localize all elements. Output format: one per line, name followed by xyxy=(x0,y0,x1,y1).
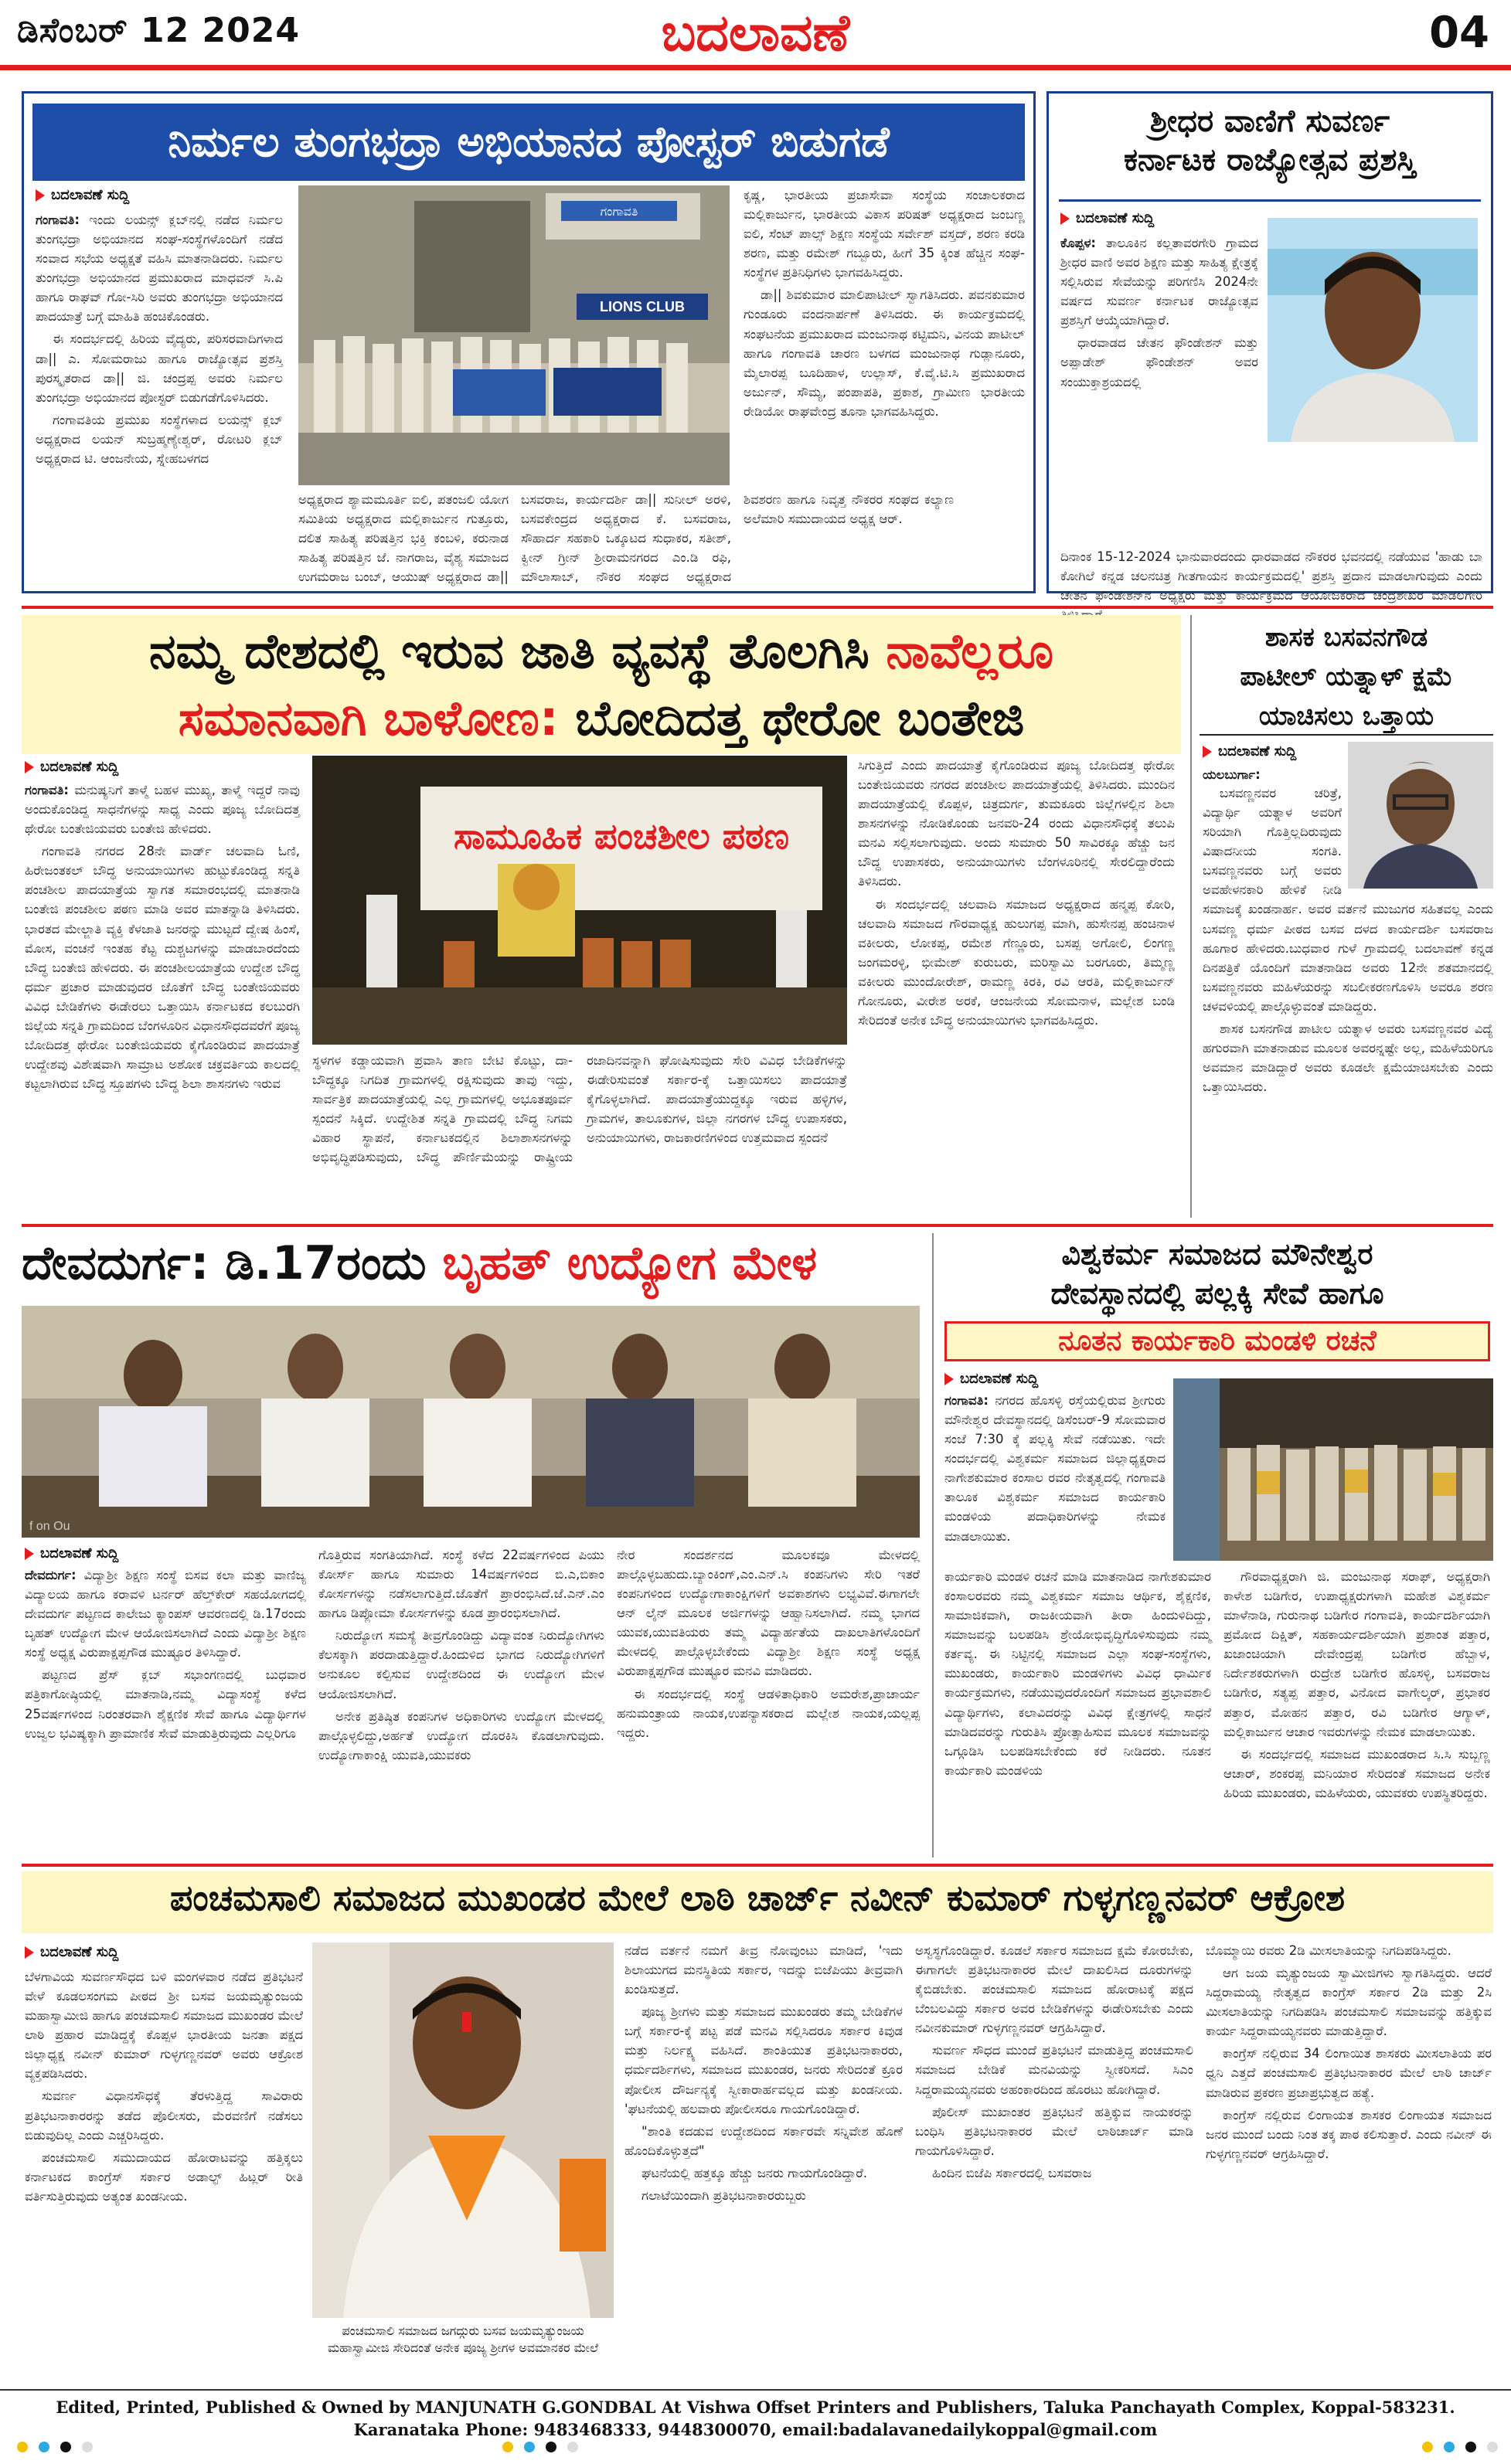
devadurga-col1 xyxy=(25,1565,306,1856)
dateline: ಗಂಗಾವತಿ: xyxy=(36,212,80,227)
paragraph: ನೇರ ಸಂದರ್ಶನದ ಮೂಲಕವೂ ಮೇಳದಲ್ಲಿ ಪಾಲ್ಗೊಳ್ಳಬಹುದು.ಬ್ಯಾಂಕಿಂಗ್,ಎಂ.ಎನ್.ಸಿ ಕಂಪನಿಗಳು ಸೇರಿ ಇತರೆ ಕಂಪನಿಗಳಿಂದ ಉದ್ಯೋಗಾಕಾಂಕ್ಷಿಗಳಿಗೆ ಅವಕಾಶಗಳು ಲಭ್ಯವಿವೆ.ಈಗಾಗಲೇ ಆನ್ ಲೈನ್ ಮೂಲಕ ಅರ್ಜಿಗಳನ್ನು ಆಹ್ವಾನಿಸಲಾಗಿದೆ. ನಮ್ಮ ಭಾಗದ ಯುವಕ,ಯುವತಿಯರು ತಮ್ಮ ವಿದ್ಯಾರ್ಹತೆಯ ದಾಖಲಾತಿಗಳೊಂದಿಗೆ ಮೇಳದಲ್ಲಿ ಪಾಲ್ಗೊಳ್ಳಬೇಕೆಂದು ವಿದ್ಯಾಶ್ರೀ ಶಿಕ್ಷಣ ಸಂಸ್ಥೆ ಅಧ್ಯಕ್ಷ ವಿರುಪಾಕ್ಷಪ್ಪಗೌಡ ಮುಷ್ಟೂರ ಮನವಿ ಮಾಡಿದರು. xyxy=(617,1548,920,1679)
photo-sreedhar-portrait xyxy=(1268,218,1478,442)
caste-under-photo xyxy=(312,1051,847,1210)
paragraph: ವಿದ್ಯಾಶ್ರೀ ಶಿಕ್ಷಣ ಸಂಸ್ಥೆ ಬಿಸವ ಕಲಾ ಮತ್ತು ವಾಣಿಜ್ಯ ವಿದ್ಯಾಲಯ ಹಾಗೂ ಕರಾವಳಿ ಟರ್ನರ್ ಹೆಲ್ತ್‌ಕೇರ್ ಸಹಯೋಗದಲ್ಲಿ ದೇವದುರ್ಗ ಪಟ್ಟಣದ ಕಾಲೇಜು ಕ್ಯಾಂಪಸ್ ಆವರಣದಲ್ಲಿ ಡಿ.17ರಂದು ಬೃಹತ್ ಉದ್ಯೋಗ ಮೇಳ ಆಯೋಜಿಸಲಾಗಿದೆ ಎಂದು ವಿದ್ಯಾಶ್ರೀ ಶಿಕ್ಷಣ ಸಂಸ್ಥೆ ಅಧ್ಯಕ್ಷ ವಿರುಪಾಕ್ಷಪ್ಪಗೌಡ ಮುಷ್ಟೂರ ತಿಳಿಸಿದ್ದಾರೆ. xyxy=(25,1568,306,1660)
paragraph: ನಿರುದ್ಯೋಗ ಸಮಸ್ಯೆ ತೀವ್ರಗೊಂಡಿದ್ದು ವಿದ್ಯಾವಂತ ನಿರುದ್ಯೋಗಿಗಳು ಕೆಲಸಕ್ಕಾಗಿ ಪರದಾಡುತ್ತಿದ್ದಾರೆ.ಹಿಂದುಳಿದ ಭಾಗದ ನಿರುದ್ಯೋಗಿಗಳಿಗೆ ಅನುಕೂಲ ಕಲ್ಪಿಸುವ ಉದ್ದೇಶದಿಂದ ಈ ಉದ್ಯೋಗ ಮೇಳ ಆಯೋಜಿಸಲಾಗಿದೆ. xyxy=(318,1628,604,1701)
headline-line: ಪಾಟೀಲ್ ಯತ್ನಾಳ್ ಕ್ಷಮೆ xyxy=(1240,661,1453,692)
headline-line: ನಮ್ಮ ದೇಶದಲ್ಲಿ ಇರುವ ಜಾತಿ ವ್ಯವಸ್ಥೆ ತೊಲಗಿಸಿ xyxy=(148,623,870,679)
paragraph: ಇಂದು ಲಯನ್ಸ್ ಕ್ಲಬ್‌ನಲ್ಲಿ ನಡೆದ ನಿರ್ಮಲ ತುಂಗಭದ್ರಾ ಅಭಿಯಾನದ ಸಂಘ-ಸಂಸ್ಥೆಗಳೊಂದಿಗೆ ನಡೆದ ಸಂವಾದ ಸಭೆಯ ಅಧ್ಯಕ್ಷತೆ ವಹಿಸಿ ಮಾತನಾಡಿದರು. ನಿರ್ಮಲ ತುಂಗಭದ್ರಾ ಅಭಿಯಾನದ ಪ್ರಮುಖರಾದ ಮಾಧವನ್ ಸಿ.ಪಿ ಹಾಗೂ ರಾಘವ್ ಗೋ-ಸಿರಿ ಅವರು ತುಂಗಭದ್ರಾ ಅಭಿಯಾನದ ಪಾದಯಾತ್ರೆ ಬಗ್ಗೆ ಮಾಹಿತಿ ಹಂಚಿಕೊಂಡರು. xyxy=(36,212,284,325)
masthead-rule xyxy=(0,65,1511,70)
paragraph: ಕಾಂಗ್ರೆಸ್ ನಲ್ಲಿರುವ 34 ಲಿಂಗಾಯಿತ ಶಾಸಕರು ಮೀಸಲಾತಿಯ ಪರ ಧ್ವನಿ ಎತ್ತದೆ ಪಂಚಮಸಾಲಿ ಪ್ರತಿಭಟನಾಕಾರರ ಮೇಲೆ ಲಾಠಿ ಚಾರ್ಜ್ ಮಾಡಿರುವ ಪ್ರಕರಣ ಪ್ರಜಾಪ್ರಭುತ್ವದ ಹತ್ಯೆ. xyxy=(1206,2046,1492,2100)
tungabhadra-under-photo xyxy=(298,490,954,587)
paragraph: ಗಂಗಾವತಿ ನಗರದ 28ನೇ ವಾರ್ಡ್ ಚಲವಾದಿ ಓಣಿ, ಹಿರೇಜಂತಕಲ್ ಬೌದ್ಧ ಅನುಯಾಯಿಗಳು ಹುಟ್ಟುಕೊಂಡಿದ್ದ ಸನ್ನತಿ ಪಂಚಶೀಲ ಪಾದಯಾತ್ರೆಯ ಸ್ವಾಗತ ಸಮಾರಂಭದಲ್ಲಿ ಮಾತನಾಡಿ ಬಂತೇಜಿ ಪಂಚಶೀಲ ಪಠಣ ಮಾಡಿ ಅವರ ಮಾತನ್ನಾಡಿ ತಿಳಿಸಿದರು. ಭಾರತದ ಮೇಲ್ಜಾತಿ ವ್ಯಕ್ತಿ ಕೆಳಜಾತಿ ಜನರನ್ನು ಮುಟ್ಟದೆ ದ್ವೇಷ ಹಿಂಸೆ, ಮೋಸ, ವಂಚನೆ ಇಂತಹ ಕೆಟ್ಟ ದುಶ್ಚಟಗಳನ್ನು ಮಾಡಬಾರದೆಂದು ಬೌದ್ಧ ಬಂತೇಜಿ ಹೇಳಿದರು. ಈ ಪಂಚಶೀಲಯಾತ್ರೆಯ ಉದ್ದೇಶ ಬೌದ್ಧ ಧರ್ಮ ಪ್ರಚಾರ ಮಾಡುವುದರ ಜೊತೆಗೆ ಬೌದ್ಧ ಬಂತೇಜಿಯವರು ವಿವಿಧ ಬೇಡಿಕೆಗಳು ಈಡೇರಲು ಒತ್ತಾಯಿಸಿ ಕರ್ನಾಟಕದ ಕಲಬುರಗಿ ಜಿಲ್ಲೆಯ ಸನ್ನತಿ ಗ್ರಾಮದಿಂದ ಬೆಂಗಳೂರಿನ ವಿಧಾನಸೌಧದವರೆಗೆ ಪೂಜ್ಯ ಬೋದಿದತ್ತ ಥೇರೋ ಬಂತೇಜಿಯವರು ಕೈಗೊಂಡಿರುವ ಪಾದಯಾತ್ರೆ ಉದ್ದೇಶವು ವಿಶೇಷವಾಗಿ ಸಾಮ್ರಾಟ ಅಶೋಕ ಚಕ್ರವರ್ತಿಯ ಕಾಲದಲ್ಲಿ ಕಟ್ಟಲಾಗಿರುವ ಬೌದ್ಧ ಸ್ತೂಪಗಳು ಬೌದ್ಧ ಶಿಲಾ ಶಾಸನಗಳು ಇರುವ xyxy=(25,844,300,1092)
section-rule xyxy=(22,1864,1493,1867)
headline-line: ವಿಶ್ವಕರ್ಮ ಸಮಾಜದ ಮೌನೇಶ್ವರ xyxy=(1061,1237,1373,1271)
headline-line: ಕರ್ನಾಟಕ ರಾಜ್ಯೋತ್ಸವ ಪ್ರಶಸ್ತಿ xyxy=(1123,142,1417,178)
dot-black xyxy=(60,2442,71,2452)
dot-cyan xyxy=(1444,2442,1455,2452)
headline-line: ಯಾಚಿಸಲು ಒತ್ತಾಯ xyxy=(1258,701,1434,732)
caste-col3 xyxy=(858,756,1175,1212)
headline-vishwakarma xyxy=(941,1235,1493,1314)
byline-marker-icon xyxy=(944,1373,954,1385)
divider xyxy=(1059,199,1481,202)
issue-date: ಡಿಸೆಂಬರ್ 12 2024 xyxy=(17,11,300,50)
headline-panchamasali: ಪಂಚಮಸಾಲಿ ಸಮಾಜದ ಮುಖಂಡರ ಮೇಲೆ ಲಾಠಿ ಚಾರ್ಜ್ ನವೀನ್ ಕುಮಾರ್ ಗುಳ್ಳಗಣ್ಣನವರ್ ಆಕ್ರೋಶ xyxy=(169,1877,1346,1919)
photo-vishwakarma-group xyxy=(1173,1378,1493,1561)
byline-text: ಬದಲಾವಣೆ ಸುದ್ದಿ xyxy=(960,1371,1039,1387)
dateline: ಗಂಗಾವತಿ: xyxy=(944,1393,989,1408)
byline-marker-icon xyxy=(36,189,45,202)
devadurga-col3 xyxy=(617,1545,920,1856)
sreedhar-text-2 xyxy=(1060,547,1482,603)
paragraph: ಅನೇಕ ಪ್ರತಿಷ್ಠಿತ ಕಂಪನಿಗಳ ಅಧಿಕಾರಿಗಳು ಉದ್ಯೋಗ ಮೇಳದಲ್ಲಿ ಪಾಲ್ಗೊಳ್ಳಲಿದ್ದು,ಅರ್ಹತೆ ಉದ್ಯೋಗ ದೊರಕಿಸಿ ಕೊಡಲಾಗುವುದು. ಉದ್ಯೋಗಾಕಾಂಕ್ಷಿ ಯುವತಿ,ಯುವಕರು xyxy=(318,1708,604,1762)
byline-text: ಬದಲಾವಣೆ ಸುದ್ದಿ xyxy=(40,1545,119,1562)
panchamasali-col3 xyxy=(624,1941,903,2383)
panchamasali-col5 xyxy=(1206,1941,1492,2383)
paragraph: ಸುವರ್ಣ ವಿಧಾನಸೌಧಕ್ಕೆ ತೆರಳುತ್ತಿದ್ದ ಸಾವಿರಾರು ಪ್ರತಿಭಟನಾಕಾರರನ್ನು ತಡೆದ ಪೊಲೀಸರು, ಮೆರವಣಿಗೆ ನಡೆಸಲು ಬಿಡುವುದಿಲ್ಲ ಎಂದು ಎಚ್ಚರಿಸಿದ್ದರು. xyxy=(25,2088,303,2143)
paragraph: ನಡೆದ ವರ್ತನೆ ನಮಗೆ ತೀವ್ರ ನೋವುಂಟು ಮಾಡಿದೆ, 'ಇದು ಶಿಲಾಯುಗದ ಮನಸ್ಥಿತಿಯ ಸರ್ಕಾರ, ಇದನ್ನು ಬಿಜೆಪಿಯು ತೀವ್ರವಾಗಿ ಖಂಡಿಸುತ್ತದೆ. xyxy=(624,1943,903,1997)
newspaper-title: ಬದಲಾವಣೆ xyxy=(661,3,850,63)
dateline: ಯಲಬುರ್ಗಾ: xyxy=(1203,767,1261,782)
panchamasali-col4 xyxy=(915,1941,1193,2383)
paragraph: ಪೂಜ್ಯ ಶ್ರೀಗಳು ಮತ್ತು ಸಮಾಜದ ಮುಖಂಡರು ತಮ್ಮ ಬೇಡಿಕೆಗಳ ಬಗ್ಗೆ ಸರ್ಕಾರ-ಕ್ಕೆ ಪಟ್ಟ ಪಡೆ ಮನವಿ ಸಲ್ಲಿಸಿದರೂ ಸರ್ಕಾರ ಕಿವುಡ ಮತ್ತು ನಿರ್ಲಕ್ಷ್ಯ ವಹಿಸಿದೆ. ಶಾಂತಿಯುತ ಪ್ರತಿಭಟನಾಕಾರರು, ಧರ್ಮದರ್ಶಿಗಳು, ಸಮಾಜದ ಮುಖಂಡರ, ಜನರು ಸೇರಿದಂತೆ ಕ್ರೂರ ಪೋಲೀಸ ದೌರ್ಜನ್ಯಕ್ಕೆ ಸ್ವೀಕಾರಾರ್ಹವಲ್ಲದ ಮತ್ತು ಖಂಡನೀಯ. 'ಘಟನೆಯಲ್ಲಿ ಹಲವಾರು ಪೋಲೀಸರೂ ಗಾಯಗೊಂಡಿದ್ದಾರೆ. xyxy=(624,2004,903,2116)
paragraph: ಸ್ಥಳಗಳ ಕಡ್ಡಾಯವಾಗಿ ಪ್ರವಾಸಿ ತಾಣ ಬೇಟಿ ಕೊಟ್ಟು, ದಾ-ಬೌದ್ಧಕ್ಕೂ ನಿಗದಿತ ಗ್ರಾಮಗಳಲ್ಲಿ ರಕ್ಷಿಸುವುದು ತಾವು ಇದ್ದು, ಸಾರ್ವತ್ರಿಕ ಪಾದಯಾತ್ರೆಯಲ್ಲಿ ಎಲ್ಲ ಗ್ರಾಮಗಳಲ್ಲಿ ಅಭೂತಪೂರ್ವ ಸ್ಪಂದನೆ ಸಿಕ್ಕಿದೆ. ಉದ್ದೇಶಿತ ಸನ್ನತಿ ಗ್ರಾಮದಲ್ಲಿ ಬೌದ್ಧ ನಿಗಮ ವಿಹಾರ ಸ್ಥಾಪನೆ, ಕರ್ನಾಟಕದಲ್ಲಿನ ಶಿಲಾಶಾಸನಗಳನ್ನು ಅಭಿವೃದ್ಧಿಪಡಿಸುವುದು, ಬೌದ್ಧ ಪೌರ್ಣಿಮೆಯನ್ನು ರಾಷ್ಟ್ರೀಯ ರಜಾದಿನವನ್ನಾಗಿ ಘೋಷಿಸುವುದು ಸೇರಿ ವಿವಿಧ ಬೇಡಿಕೆಗಳನ್ನು ಈಡೇರಿಸುವಂತೆ ಸರ್ಕಾರ-ಕ್ಕೆ ಒತ್ತಾಯಿಸಲು ಪಾದಯಾತ್ರೆ ಕೈಗೊಳ್ಳಲಾಗಿದೆ. ಪಾದಯಾತ್ರೆಯುದ್ದಕ್ಕೂ ಇರುವ ಹಳ್ಳಿಗಳ, ಗ್ರಾಮಗಳ, ತಾಲೂಕುಗಳ, ಜಿಲ್ಲಾ ನಗರಗಳ ಬೌದ್ಧ ಉಪಾಸಕರು, ಅನುಯಾಯಿಗಳು, ರಾಜಕಾರಣಿಗಳಿಂದ ಉತ್ತಮವಾದ ಸ್ಪಂದನೆ xyxy=(312,1053,847,1165)
imprint-line: Edited, Printed, Published & Owned by MANJUNATH G.GONDBAL At Vishwa Offset Printers and Publishers, Taluka Panchayath Complex, Koppal-583231. xyxy=(56,2398,1455,2417)
paragraph: ಬೊಮ್ಮಾಯಿ ರವರು 2ಡಿ ಮೀಸಲಾತಿಯನ್ನು ನಿಗದಿಪಡಿಸಿದ್ದರು. xyxy=(1206,1943,1451,1958)
photo-panchasheela-event xyxy=(312,756,847,1045)
vishwakarma-text-1 xyxy=(944,1391,1166,1592)
paragraph: ಡಾ|| ಶಿವಕುಮಾರ ಮಾಲಿಪಾಟೀಲ್ ಸ್ವಾಗತಿಸಿದರು. ಪವನಕುಮಾರ ಗುಂಡೂರು ವಂದನಾರ್ಪಣೆ ತಿಳಿಸಿದರು. ಈ ಕಾರ್ಯಕ್ರಮದಲ್ಲಿ ಸಂಘಟನೆಯ ಪ್ರಮುಖರಾದ ಮಂಜುನಾಥ ಕಟ್ಟಿಮನಿ, ವಿನಯ ಪಾಟೀಲ್ ಹಾಗೂ ಗಂಗಾವತಿ ಚಾರಣ ಬಳಗದ ಮಂಜುನಾಥ ಗುಡ್ಲಾನೂರು, ಮೈಲಾರಪ್ಪ ಬೂದಿಹಾಳ, ಉಲ್ಲಾಸ್, ಕೆ.ವೈ.ಟಿ.ಸಿ ಪ್ರಮುಖರಾದ ಅರ್ಜುನ್, ಸೌಮ್ಯ, ಪಂಪಾಪತಿ, ಪ್ರಕಾಶ, ಗ್ರಾಮೀಣ ಭಾರತೀಯ ರೇಡಿಯೋ ರಾಘವೇಂದ್ರ ತೂನಾ ಭಾಗವಹಿಸಿದ್ದರು. xyxy=(744,287,1025,419)
dot-black xyxy=(1465,2442,1476,2452)
section-rule xyxy=(22,606,1493,609)
paragraph: ಸಿಗುತ್ತಿದೆ ಎಂದು ಪಾದಯಾತ್ರೆ ಕೈಗೊಂಡಿರುವ ಪೂಜ್ಯ ಬೋದಿದತ್ತ ಥೇರೋ ಬಂತೇಜಿಯವರು ನಗರದ ಪಂಚಶೀಲ ಪಾದಯಾತ್ರೆಯಲ್ಲಿ ತಿಳಿಸಿದರು. ಮುಂದಿನ ಪಾದಯಾತ್ರೆಯಲ್ಲಿ ಕೊಪ್ಪಳ, ಚಿತ್ರದುರ್ಗ, ತುಮಕೂರು ಜಿಲ್ಲೆಗಳಲ್ಲಿನ ಶಿಲಾ ಶಾಸನಗಳನ್ನು ನೋಡಿಕೊಂಡು ಜನವರಿ-24 ರಂದು ವಿಧಾನಸೌಧಕ್ಕೆ ತಲುಪಿ ಮನವಿ ಸಲ್ಲಿಸಲಾಗುವುದು. ಅಂದು ಸುಮಾರು 50 ಸಾವಿರಕ್ಕೂ ಹೆಚ್ಚು ಜನ ಬೌದ್ಧ ಉಪಾಸಕರು, ಅನುಯಾಯಿಗಳು ಬೆಂಗಳೂರಿನಲ್ಲಿ ಸೇರಲಿದ್ದಾರೆಂದು ತಿಳಿಸಿದರು. xyxy=(858,758,1175,889)
headline-line: ಶ್ರೀಧರ ವಾಣಿಗೆ ಸುವರ್ಣ xyxy=(1149,104,1390,139)
byline xyxy=(1203,743,1296,760)
byline-marker-icon xyxy=(1060,212,1070,225)
paragraph: ಕೃಷ್ಣ, ಭಾರತೀಯ ಪ್ರಜಾಸೇವಾ ಸಂಸ್ಥೆಯ ಸಂಚಾಲಕರಾದ ಮಲ್ಲಿಕಾರ್ಜುನ, ಭಾರತೀಯ ವಿಕಾಸ ಪರಿಷತ್ ಅಧ್ಯಕ್ಷರಾದ ಜಂಬಣ್ಣ ಐಲಿ, ಸೆಂಟ್ ಪಾಲ್ಸ್ ಶಿಕ್ಷಣ ಸಂಸ್ಥೆಯ ಸರ್ವೇಶ್ ವಸ್ತದ್, ಶರಣ ಕರಡಿ ಶರಣ, ಮತ್ತು ರಮೇಶ್ ಗಬ್ಬೂರು, ಹೀಗೆ 35 ಕ್ಕಿಂತ ಹೆಚ್ಚಿನ ಸಂಘ-ಸಂಸ್ಥೆಗಳ ಪ್ರತಿನಿಧಿಗಳು ಭಾಗವಹಿಸಿದ್ದರು. xyxy=(744,188,1025,280)
section-rule xyxy=(22,1224,1493,1227)
byline-marker-icon xyxy=(1203,746,1212,758)
byline-text: ಬದಲಾವಣೆ ಸುದ್ದಿ xyxy=(1218,743,1297,760)
imprint-line: Karanataka Phone: 9483468333, 9448300070, email:badalavanedailykoppal@gmail.com xyxy=(353,2420,1158,2440)
registration-dots-right xyxy=(1422,2442,1498,2459)
byline xyxy=(36,187,129,203)
panchamasali-col1 xyxy=(25,1967,303,2383)
dot-cyan xyxy=(39,2442,49,2452)
photo-naveen-kumar xyxy=(312,1942,614,2318)
headline-highlight: ನಾವೆಲ್ಲರೂ xyxy=(886,623,1053,679)
tungabhadra-col3 xyxy=(744,185,1025,587)
paragraph: ಪಂಚಮಸಾಲಿ ಸಮುದಾಯದ ಹೋರಾಟವನ್ನು ಹತ್ತಿಕ್ಕಲು ಕರ್ನಾಟಕದ ಕಾಂಗ್ರೆಸ್ ಸರ್ಕಾರ ಅಡಾಲ್ಫ್ ಹಿಟ್ಲರ್ ರೀತಿ ವರ್ತಿಸುತ್ತಿರುವುದು ಅತ್ಯಂತ ಖಂಡನೀಯ. xyxy=(25,2150,303,2204)
headline-line: ದೇವದುರ್ಗ: ಡಿ.17ರಂದು xyxy=(22,1236,427,1290)
headline-highlight: ಸಮಾನವಾಗಿ ಬಾಳೋಣ: xyxy=(178,689,559,746)
tungabhadra-col1 xyxy=(36,210,283,581)
photo-board-text: ಗಂಗಾವತಿ xyxy=(600,206,638,219)
page-number: 04 xyxy=(1429,8,1489,58)
vishwakarma-text-2 xyxy=(944,1567,1490,1857)
paragraph: ಧಾರವಾಡದ ಚೇತನ ಫೌಂಡೇಶನ್ ಮತ್ತು ಅಪ್ಪಾಡೇಶ್ ಫೌಂಡೇಶನ್ ಅವರ ಸಂಯುಕ್ತಾಶ್ರಯದಲ್ಲಿ xyxy=(1060,335,1258,389)
event-banner-text: ಸಾಮೂಹಿಕ ಪಂಚಶೀಲ ಪಠಣ xyxy=(453,815,790,857)
headline-highlight: ಬೃಹತ್ ಉದ್ಯೋಗ ಮೇಳ xyxy=(442,1236,817,1290)
byline xyxy=(1060,210,1154,226)
byline-text: ಬದಲಾವಣೆ ಸುದ್ದಿ xyxy=(40,1944,119,1960)
paragraph: ಈ ಸಂದರ್ಭದಲ್ಲಿ ಸಂಸ್ಥೆ ಆಡಳಿತಾಧಿಕಾರಿ ಅಮರೇಶ,ಪ್ರಾಚಾರ್ಯ ಹನುಮಂತ್ರಾಯ ನಾಯಕ,ಉಪನ್ಯಾಸಕರಾದ ಮಲ್ಲೇಶ ನಾಯಕ,ಯಲ್ಲಪ್ಪ ಇದ್ದರು. xyxy=(617,1686,920,1740)
dot-yellow xyxy=(1422,2442,1433,2452)
byline-text: ಬದಲಾವಣೆ ಸುದ್ದಿ xyxy=(1076,210,1155,226)
registration-dots-left xyxy=(17,2442,93,2459)
dateline: ಕೊಪ್ಪಳ: xyxy=(1060,236,1097,250)
byline-marker-icon xyxy=(25,1946,34,1959)
paragraph: ಗೊತ್ತಿರುವ ಸಂಗತಿಯಾಗಿದೆ. ಸಂಸ್ಥೆ ಕಳೆದ 22ವರ್ಷಗಳಿಂದ ಪಿಯು ಕೋರ್ಸ್ ಹಾಗೂ ಸುಮಾರು 14ವರ್ಷಗಳಿಂದ ಬಿ.ಎ,ಬಿಕಾಂ ಕೋರ್ಸಗಳನ್ನು ನಡೆಸಲಾಗುತ್ತಿದೆ.ಜೊತೆಗೆ ಪ್ರಾರಂಭಿಸಿದೆ.ಜೆ.ಎನ್.ಎಂ ಹಾಗೂ ಡಿಪ್ಲೋಮಾ ಕೋರ್ಸಗಳನ್ನು ಕೂಡ ಪ್ರಾರಂಭಿಸಲಾಗಿದೆ. xyxy=(318,1548,604,1621)
paragraph: ಗಂಗಾವತಿಯ ಪ್ರಮುಖ ಸಂಸ್ಥೆಗಳಾದ ಲಯನ್ಸ್ ಕ್ಲಬ್ ಅಧ್ಯಕ್ಷರಾದ ಲಯನ್ ಸುಬ್ರಹ್ಮಣ್ಯೇಶ್ವರ್, ರೋಟರಿ ಕ್ಲಬ್ ಅಧ್ಯಕ್ಷರಾದ ಟಿ. ಆಂಜನೇಯ, ಸ್ನೇಹಬಳಗದ xyxy=(36,412,283,466)
photo-press-meet xyxy=(22,1306,920,1538)
basanagouda-text xyxy=(1203,783,1493,1205)
sreedhar-text xyxy=(1060,233,1258,542)
dateline: ಗಂಗಾವತಿ: xyxy=(25,783,69,797)
photo-spacer xyxy=(1342,783,1493,899)
paragraph: "ಶಾಂತಿ ಕದಡುವ ಉದ್ದೇಶದಿಂದ ಸರ್ಕಾರವೇ ಸನ್ನಿವೇಶ ಹೊಣೆ ಹೊಂದಿಕೊಳ್ಳುತ್ತದೆ" xyxy=(624,2123,903,2158)
headline-devadurga xyxy=(22,1233,934,1293)
paragraph: ಬೆಳಗಾವಿಯ ಸುವರ್ಣಸೌಧದ ಬಳಿ ಮಂಗಳವಾರ ನಡೆದ ಪ್ರತಿಭಟನೆ ವೇಳೆ ಕೂಡಲಸಂಗಮ ಪೀಠದ ಶ್ರೀ ಬಸವ ಜಯಮೃತ್ಯುಂಜಯ ಮಹಾಸ್ವಾಮೀಜಿ ಹಾಗೂ ಪಂಚಮಸಾಲಿ ಸಮಾಜದ ಮುಖಂಡರ ಮೇಲೆ ಲಾಠಿ ಪ್ರಹಾರ ಮಾಡಿದ್ದಕ್ಕೆ ಕೊಪ್ಪಳ ಭಾರತೀಯ ಜನತಾ ಪಕ್ಷದ ಜಿಲ್ಲಾಧ್ಯಕ್ಷ ನವೀನ್ ಕುಮಾರ್ ಗುಳ್ಳಗಣ್ಣನವರ್ ಅವರು ಆಕ್ರೋಶ ವ್ಯಕ್ತಪಡಿಸಿದರು. xyxy=(25,1970,303,2082)
dot-grey xyxy=(567,2442,578,2452)
paragraph: ಈ ಸಂದರ್ಭದಲ್ಲಿ ಚಲವಾದಿ ಸಮಾಜದ ಅಧ್ಯಕ್ಷರಾದ ಹನ್ಮಪ್ಪ ಕೋರಿ, ಚಲವಾದಿ ಸಮಾಜದ ಗೌರವಾಧ್ಯಕ್ಷ ಹುಲುಗಪ್ಪ ಮಾಗಿ, ಹುಸೇನಪ್ಪ ಹಂಚಿನಾಳ ವಕೀಲರು, ಲೋಕಪ್ಪ, ರಮೇಶ ಗೆಣ್ಣೂರು, ಬಸಪ್ಪ ಅಗೋಲಿ, ಲಿಂಗಣ್ಣ ಜಂಗಮರಳ್ಳಿ, ಭೀಮೇಶ್ ಕುರುಬರು, ಮರಿಸ್ವಾಮಿ ಬರಗೂರು, ತಿಮ್ಮಣ್ಣ ವಕೀಲರು ಮುಂದೋರೇಶ್, ರಾಮಣ್ಣ ಕಿರಕಿ, ರವಿ ಆರತಿ, ಮಲ್ಲಿಕಾರ್ಜುನ್ ಗೋನೂರು, ವೀರೇಶ ಅರಕೆ, ಆಂಜನೇಯ ಸೋಮನಾಳ, ಮಲ್ಲೇಶ ಬಂಡಿ ಸೇರಿದಂತೆ ಅನೇಕ ಬೌದ್ಧ ಅನುಯಾಯಿಗಳು ಭಾಗವಹಿಸಿದ್ದರು. xyxy=(858,896,1175,1028)
headline-line: ಶಾಸಕ ಬಸವನಗೌಡ xyxy=(1264,622,1428,653)
paragraph: ಈ ಸಂದರ್ಭದಲ್ಲಿ ಸಮಾಜದ ಮುಖಂಡರಾದ ಸಿ.ಸಿ ಸುಬ್ಬಣ್ಣ ಆಚಾರ್, ಶಂಕರಪ್ಪ ಮನಿಯಾರ ಸೇರಿದಂತೆ ಸಮಾಜದ ಅನೇಕ ಹಿರಿಯ ಮುಖಂಡರು, ಮಹಿಳೆಯರು, ಯುವಕರು ಉಪಸ್ಥಿತರಿದ್ದರು. xyxy=(1223,1746,1490,1800)
paragraph: ನಗರದ ಹೊಸಳ್ಳಿ ರಸ್ತೆಯಲ್ಲಿರುವ ಶ್ರೀಗುರು ಮೌನೇಶ್ವರ ದೇವಸ್ಥಾನದಲ್ಲಿ ಡಿಸೆಂಬರ್-9 ಸೋಮವಾರ ಸಂಜೆ 7:30 ಕ್ಕೆ ಪಲ್ಲಕ್ಕಿ ಸೇವೆ ನಡೆಯಿತು. ಇದೇ ಸಂದರ್ಭದಲ್ಲಿ ವಿಶ್ವಕರ್ಮ ಸಮಾಜದ ಜಿಲ್ಲಾಧ್ಯಕ್ಷರಾದ ನಾಗೇಶಕುಮಾರ ಕಂಸಾಲ ರವರ ನೇತೃತ್ವದಲ್ಲಿ ಗಂಗಾವತಿ ತಾಲೂಕ ವಿಶ್ವಕರ್ಮ ಸಮಾಜದ ಕಾರ್ಯಕಾರಿ ಮಂಡಳಿಯ ಪದಾಧಿಕಾರಿಗಳನ್ನು ನೇಮಕ ಮಾಡಲಾಯಿತು. xyxy=(944,1393,1166,1544)
headline-vishwakarma-sub: ನೂತನ ಕಾರ್ಯಕಾರಿ ಮಂಡಳಿ ರಚನೆ xyxy=(944,1321,1490,1361)
paragraph: ಬಸವಣ್ಣನವರ ಚರಿತ್ರೆ, ವಿದ್ಯಾರ್ಥಿ ಯತ್ನಾಳ ಅವರಿಗೆ ಸರಿಯಾಗಿ ಗೊತ್ತಿಲ್ಲದಿರುವುದು ವಿಷಾದನೀಯ ಸಂಗತಿ. ಬಸವಣ್ಣನವರು ಬಗ್ಗೆ ಅವರು ಅವಹೇಳನಕಾರಿ ಹೇಳಿಕೆ ನೀಡಿ ಸಮಾಜಕ್ಕೆ ಖಂಡನಾರ್ಹ. ಅವರ ವರ್ತನೆ ಮುಜುಗರ ಸಹಿತವಲ್ಲ ಎಂದು ಬಸವಣ್ಣ ಧರ್ಮ ಪೀಠದ ಬಸವ ದಳದ ಕಾರ್ಯದರ್ಶಿ ಬಸವರಾಜ ಹೂಗಾರ ಹೇಳಿದರು.ಬುಧವಾರ ಗುಳೆ ಗ್ರಾಮದಲ್ಲಿ ಬದಲಾವಣೆ ಕನ್ನಡ ದಿನಪತ್ರಿಕೆ ಯೊಂದಿಗೆ ಮಾತನಾಡಿದ ಅವರು 12ನೇ ಶತಮಾನದಲ್ಲಿ ಬಸವಣ್ಣನವರು ಮಹಿಳೆಯರನ್ನು ಸಬಲೀಕರಣಗೊಳಿಸಿ ಅವರೂ ಶರಣ ಚಳವಳಿಯಲ್ಲಿ ಪಾಲ್ಗೊಳ್ಳುವಂತೆ ಮಾಡಿದ್ದರು. xyxy=(1203,786,1493,1014)
dot-yellow xyxy=(502,2442,513,2452)
byline xyxy=(25,1944,118,1960)
byline xyxy=(944,1371,1038,1387)
paragraph: ಅಸ್ವಸ್ಥಗೊಂಡಿದ್ದಾರೆ. ಕೂಡಲೆ ಸರ್ಕಾರ ಸಮಾಜದ ಕ್ಷಮೆ ಕೋರಬೇಕು, ಈಗಾಗಲೇ ಪ್ರತಿಭಟನಾಕಾರರ ಮೇಲೆ ದಾಖಲಿಸಿದ ದೂರುಗಳನ್ನು ಕೈಬಿಡಬೇಕು. ಪಂಚಮಸಾಲಿ ಸಮಾಜದ ಹೋರಾಟಕ್ಕೆ ಪಕ್ಷದ ಬೆಂಬಲವಿದ್ದು ಸರ್ಕಾರ ಅವರ ಬೇಡಿಕೆಗಳನ್ನು ಈಡೇರಿಸಬೇಕು ಎಂದು ನವೀನಕುಮಾರ್ ಗುಳ್ಳಗಣ್ಣನವರ್ ಆಗ್ರಹಿಸಿದ್ದಾರೆ. xyxy=(915,1943,1193,2036)
divider xyxy=(1200,734,1493,736)
paragraph: ಹಿಂದಿನ ಬಿಜೆಪಿ ಸರ್ಕಾರದಲ್ಲಿ ಬಸವರಾಜ xyxy=(932,2165,1092,2180)
paragraph: ಆಗ ಜಯ ಮೃತ್ಯುಂಜಯ ಸ್ವಾಮೀಜಿಗಳು ಸ್ವಾಗತಿಸಿದ್ದರು. ಆದರೆ ಸಿದ್ದರಾಮಯ್ಯ ನೇತೃತ್ವದ ಕಾಂಗ್ರೆಸ್ ಸರ್ಕಾರ 2ಡಿ ಮತ್ತು 2ಸಿ ಮೀಸಲಾತಿಯನ್ನು ನಿಗದಿಪಡಿಸಿ ಪಂಚಮಸಾಲಿ ಸಮಾಜವನ್ನು ಹತ್ತಿಕ್ಕುವ ಕಾರ್ಯ ಸಿದ್ದರಾಮಯ್ಯನವರು ಮಾಡುತ್ತಿದ್ದಾರೆ. xyxy=(1206,1966,1492,2039)
headline-line: ದೇವಸ್ಥಾನದಲ್ಲಿ ಪಲ್ಲಕ್ಕಿ ಸೇವೆ ಹಾಗೂ xyxy=(1050,1276,1384,1311)
headline-tungabhadra: ನಿರ್ಮಲ ತುಂಗಭದ್ರಾ ಅಭಿಯಾನದ ಪೋಸ್ಟರ್ ಬಿಡುಗಡೆ xyxy=(32,104,1025,181)
paragraph: ಕಾರ್ಯಕಾರಿ ಮಂಡಳಿ ರಚನೆ ಮಾಡಿ ಮಾತನಾಡಿದ ನಾಗೇಶಕುಮಾರ ಕಂಸಾಲರವರು ನಮ್ಮ ವಿಶ್ವಕರ್ಮ ಸಮಾಜ ಆರ್ಥಿಕ, ಶೈಕ್ಷಣಿಕ, ಸಾಮಾಜಿಕವಾಗಿ, ರಾಜಕೀಯವಾಗಿ ತೀರಾ ಹಿಂದುಳಿದಿದ್ದು, ಸಮಾಜವನ್ನು ಬಲಪಡಿಸಿ ಶ್ರೇಯೋಭಿವೃದ್ಧಿಗೊಳಿಸುವುದು ನಮ್ಮ ಕರ್ತವ್ಯ. ಈ ನಿಟ್ಟಿನಲ್ಲಿ ಸಮಾಜದ ಎಲ್ಲಾ ಸಂಘ-ಸಂಸ್ಥೆಗಳು, ಮುಖಂಡರು, ಕಾರ್ಯಕಾರಿ ಮಂಡಳಿಗಳು ವಿವಿಧ ಧಾರ್ಮಿಕ ಕಾರ್ಯಕ್ರಮಗಳು, ನಡೆಯುವುದರೊಂದಿಗೆ ಸಮಾಜದ ಪ್ರಭಾವಶಾಲಿ ವಿದ್ಯಾರ್ಥಿಗಳು, ಕಲಾವಿದರನ್ನು ವಿವಿಧ ಕ್ಷೇತ್ರಗಳಲ್ಲಿ ಸಾಧನೆ ಮಾಡಿದವರನ್ನು ಗುರುತಿಸಿ ಪ್ರೋತ್ಸಾಹಿಸುವ ಮೂಲಕ ಸಮಾಜವನ್ನು ಒಗ್ಗೂಡಿಸಿ ಬಲಪಡಿಸಬೇಕೆಂದು ಕರೆ ನೀಡಿದರು. ನೂತನ ಕಾರ್ಯಕಾರಿ ಮಂಡಳಿಯ xyxy=(944,1569,1211,1778)
paragraph: ಗಲಾಟೆಯಿಂದಾಗಿ ಪ್ರತಿಭಟನಾಕಾರರುಬ್ಬರು xyxy=(641,2187,806,2203)
headline-sreedhar xyxy=(1059,102,1481,179)
paragraph: ಅಧ್ಯಕ್ಷರಾದ ಶ್ಯಾಮಮೂರ್ತಿ ಐಲಿ, ಪತಂಜಲಿ ಯೋಗ ಸಮಿತಿಯ ಅಧ್ಯಕ್ಷರಾದ ಮಲ್ಲಿಕಾರ್ಜುನ ಗುತ್ತೂರು, ದಲಿತ ಸಾಹಿತ್ಯ ಪರಿಷತ್ತಿನ ಭಕ್ತಿ ಕಂಬಳಿ, ಕರುನಾಡ ಸಾಹಿತ್ಯ ಪರಿಷತ್ತಿನ ಜೆ. ನಾಗರಾಜ, ವೈಶ್ಯ ಸಮಾಜದ ಉಗಮರಾಜ ಬಂಬ್, ಆಯುಷ್ ಅಧ್ಯಕ್ಷರಾದ ಡಾ|| ಬಸವರಾಜ, ಕಾರ್ಯದರ್ಶಿ ಡಾ|| ಸುನೀಲ್ ಅರಳಿ, ಬಸವಕೇಂದ್ರದ ಅಧ್ಯಕ್ಷರಾದ ಕೆ. ಬಸವರಾಜ, ಸೌಹಾರ್ದ ಸಹಕಾರಿ ಒಕ್ಕೂಟದ ಸುಧಾಕರ, ಸತೀಶ್, ಕ್ವೀನ್ ಗ್ರೀನ್ ಶ್ರೀರಾಮನಗರದ ಎಂ.ಡಿ ರಫಿ, ಮೌಲಾಸಾಬ್, ನೌಕರ ಸಂಘದ ಅಧ್ಯಕ್ಷರಾದ ಶಿವಶರಣ ಹಾಗೂ ನಿವೃತ್ತ ನೌಕರರ ಸಂಘದ ಕಲ್ಯಾಣ ಅಲೆಮಾರಿ ಸಮುದಾಯದ ಅಧ್ಯಕ್ಷ ಆರ್. xyxy=(298,492,954,585)
paragraph: ಗೌರವಾಧ್ಯಕ್ಷರಾಗಿ ಜಿ. ಮಂಜುನಾಥ ಸರಾಫ್, ಅಧ್ಯಕ್ಷರಾಗಿ ಕಾಳೇಶ ಬಡಿಗೇರ, ಉಪಾಧ್ಯಕ್ಷರುಗಳಾಗಿ ಮಹೇಶ ವಿಶ್ವಕರ್ಮ ಮಾಳೆನಾಡಿ, ಗುರುನಾಥ ಬಡಿಗೇರ ಗಂಗಾವತಿ, ಕಾರ್ಯದರ್ಶಿಯಾಗಿ ಪ್ರಮೋದ ದಿಕ್ಷಿತ್, ಸಹಕಾರ್ಯದರ್ಶಿಯಾಗಿ ಪ್ರಶಾಂತ ಪತ್ತಾರ, ಖಜಾಂಚಿಯಾಗಿ ದೇವೇಂದ್ರಪ್ಪ ಬಡಿಗೇರ ಹೆಬ್ಬಾಳ, ನಿರ್ದೇಶಕರುಗಳಾಗಿ ರುದ್ರೇಶ ಬಡಿಗೇರ ಹೊಸಳ್ಳಿ, ಬಸವರಾಜ ಬಡಿಗೇರ, ಸತ್ಯಪ್ಪ ಪತ್ತಾರ, ವಿನೋದ ವಾಗೇಲ್ಕರ್, ಪ್ರಭಾಕರ ಪತ್ತಾರ, ಮೋಹನ ಪತ್ತಾರ, ರವಿ ಬಡಿಗೇರ ಆಗ್ಯಾಳ್, ಮಲ್ಲಿಕಾರ್ಜುನ ಆಚಾರ ಇವರುಗಳನ್ನು ನೇಮಕ ಮಾಡಲಾಯಿತು. xyxy=(1223,1569,1490,1739)
photo-watermark: f on Ou xyxy=(29,1520,70,1533)
paragraph: ದಿನಾಂಕ 15-12-2024 ಭಾನುವಾರದಂದು ಧಾರವಾಡದ ನೌಕರರ ಭವನದಲ್ಲಿ ನಡೆಯುವ 'ಹಾಡು ಬಾ ಕೋಗಿಲೆ ಕನ್ನಡ ಚಲನಚಿತ್ರ ಗೀತಗಾಯನ ಕಾರ್ಯಕ್ರಮದಲ್ಲಿ' ಪ್ರಶಸ್ತಿ ಪ್ರದಾನ ಮಾಡಲಾಗುವುದು ಎಂದು ಚೇತನ ಫೌಂಡೇಶನ್‌ನ ಅಧ್ಯಕ್ಷರು ಮತ್ತು ಕಾರ್ಯಕ್ರಮದ ಆಯೋಜಕರಾದ ಚಂದ್ರಶೇಖರ ಮಾಡಲಗೇರಿ xyxy=(1060,549,1482,603)
paragraph: ಕಾಂಗ್ರೆಸ್ ನಲ್ಲಿರುವ ಲಿಂಗಾಯತ ಶಾಸಕರ ಲಿಂಗಾಯತ ಸಮಾಜದ ಜನರ ಮುಂದೆ ಬಂದು ನಿಂತ ತಕ್ಕ ಪಾಠ ಕಲಿಸುತ್ತಾರೆ. ಎಂದು ನವೀನ್ ಈ ಗುಳ್ಳಗಣ್ಣನವರ್ ಆಗ್ರಹಿಸಿದ್ದಾರೆ. xyxy=(1206,2107,1492,2161)
column-divider xyxy=(932,1233,934,1857)
caste-col1 xyxy=(25,780,300,1210)
dot-yellow xyxy=(17,2442,28,2452)
photo-lions-club-group xyxy=(298,185,730,485)
dot-black xyxy=(546,2442,556,2452)
paragraph: ಮನುಷ್ಯನಿಗೆ ತಾಳ್ಮೆ ಬಹಳ ಮುಖ್ಯ, ತಾಳ್ಮೆ ಇದ್ದರೆ ನಾವು ಅಂದುಕೊಂಡಿದ್ದ ಸಾಧನೆಗಳನ್ನು ಸಾಧ್ಯ ಎಂದು ಪೂಜ್ಯ ಬೋದಿದತ್ತ ಥೇರೋ ಬಂತೇಜಿಯವರು ಬಂತೇಜಿ ಹೇಳಿದರು. xyxy=(25,783,300,837)
dot-cyan xyxy=(524,2442,535,2452)
paragraph: ತಾಲೂಕಿನ ಕಲ್ಲತಾವರಗೇರಿ ಗ್ರಾಮದ ಶ್ರೀಧರ ವಾಣಿ ಅವರ ಶಿಕ್ಷಣ ಮತ್ತು ಸಾಹಿತ್ಯ ಕ್ಷೇತ್ರಕ್ಕೆ ಸಲ್ಲಿಸಿರುವ ಸೇವೆಯನ್ನು ಪರಿಗಣಿಸಿ 2024ನೇ ವರ್ಷದ ಸುವರ್ಣ ಕರ್ನಾಟಕ ರಾಜ್ಯೋತ್ಸವ ಪ್ರಶಸ್ತಿಗೆ ಆಯ್ಕೆಯಾಗಿದ್ದಾರೆ. xyxy=(1060,236,1258,328)
paragraph: ಈ ಸಂದರ್ಭದಲ್ಲಿ ಹಿರಿಯ ವೈದ್ಯರು, ಪರಿಸರವಾದಿಗಳಾದ ಡಾ|| ಎ. ಸೋಮರಾಜು ಹಾಗೂ ರಾಜ್ಯೋತ್ಸವ ಪ್ರಶಸ್ತಿ ಪುರಸ್ಕೃತರಾದ ಡಾ|| ಜಿ. ಚಂದ್ರಪ್ಪ ಅವರು ನಿರ್ಮಲ ತುಂಗಭದ್ರಾ ಅಭಿಯಾನದ ಪೋಸ್ಟರ್ ಬಿಡುಗಡೆಗೊಳಿಸಿದರು. xyxy=(36,331,283,405)
photo-sign-text: LIONS CLUB xyxy=(600,299,685,314)
paragraph: ಘಟನೆಯಲ್ಲಿ ಹತ್ತಕ್ಕೂ ಹೆಚ್ಚು ಜನರು ಗಾಯಗೊಂಡಿದ್ದಾರೆ. xyxy=(641,2165,868,2180)
byline-marker-icon xyxy=(25,761,34,773)
byline xyxy=(25,759,118,775)
byline xyxy=(25,1545,118,1562)
imprint xyxy=(0,2396,1511,2442)
dot-grey xyxy=(82,2442,93,2452)
paragraph: ಶಾಸಕ ಬಸನಗೌಡ ಪಾಟೀಲ ಯತ್ನಾಳ ಅವರು ಬಸವಣ್ಣನವರ ವಿದ್ಯೆ ಹಗುರವಾಗಿ ಮಾತನಾಡುವ ಮೂಲಕ ಅವರನ್ನಷ್ಟೇ ಅಲ್ಲ, ಮಹಿಳೆಯರಿಗೂ ಅವಮಾನ ಮಾಡಿದ್ದಾರೆ ಅವರು ಕೂಡಲೇ ಕ್ಷಮೆಯಾಚಿಸಬೇಕು ಎಂದು ಒತ್ತಾಯಿಸಿದರು. xyxy=(1203,1021,1493,1095)
column-divider xyxy=(1190,615,1192,1218)
headline-caste xyxy=(22,618,1181,753)
dateline: ದೇವದುರ್ಗ: xyxy=(25,1568,77,1582)
registration-dots-center xyxy=(502,2442,578,2459)
headline-basanagouda xyxy=(1200,618,1493,736)
footer-rule xyxy=(0,2389,1511,2391)
devadurga-col2 xyxy=(318,1545,604,1856)
paragraph: ಪೊಲೀಸ್ ಮುಖಾಂತರ ಪ್ರತಿಭಟನೆ ಹತ್ತಿಕ್ಕುವ ನಾಯಕರನ್ನು ಬಂಧಿಸಿ ಪ್ರತಿಭಟನಾಕಾರರ ಮೇಲೆ ಲಾಠಿಚಾರ್ಜ್ ಮಾಡಿ ಗಾಯಗೊಳಿಸಿದ್ದಾರೆ. xyxy=(915,2104,1193,2158)
byline-text: ಬದಲಾವಣೆ ಸುದ್ದಿ xyxy=(40,759,119,775)
dot-grey xyxy=(1487,2442,1498,2452)
paragraph: ಸುವರ್ಣ ಸೌಧದ ಮುಂದೆ ಪ್ರತಿಭಟನೆ ಮಾಡುತ್ತಿದ್ದ ಪಂಚಮಸಾಲಿ ಸಮಾಜದ ಬೇಡಿಕೆ ಮನವಿಯನ್ನು ಸ್ವೀಕರಿಸದೆ. ಸಿಎಂ ಸಿದ್ದರಾಮಯ್ಯನವರು ಅಹಂಕಾರದಿಂದ ಹೊರಟು ಹೋಗಿದ್ದಾರೆ. xyxy=(915,2043,1193,2097)
photo-caption: ಪಂಚಮಸಾಲಿ ಸಮಾಜದ ಜಗದ್ಗುರು ಬಸವ ಜಯಮೃತ್ಯುಂಜಯ ಮಹಾಸ್ವಾಮೀಜಿ ಸೇರಿದಂತೆ ಅನೇಕ ಪೂಜ್ಯ ಶ್ರೀಗಳ ಅವಮಾನಕರ ಮೇಲೆ xyxy=(327,2323,599,2356)
byline-text: ಬದಲಾವಣೆ ಸುದ್ದಿ xyxy=(51,187,130,203)
byline-marker-icon xyxy=(25,1548,34,1560)
headline-line: ಬೋದಿದತ್ತ ಥೇರೋ ಬಂತೇಜಿ xyxy=(575,689,1025,746)
paragraph: ಪಟ್ಟಣದ ಪ್ರೆಸ್ ಕ್ಲಬ್ ಸಭಾಂಗಣದಲ್ಲಿ ಬುಧವಾರ ಪತ್ರಿಕಾಗೋಷ್ಠಿಯಲ್ಲಿ ಮಾತನಾಡಿ,ನಮ್ಮ ವಿದ್ಯಾಸಂಸ್ಥೆ ಕಳೆದ 25ವರ್ಷಗಳಿಂದ ನಿರಂತರವಾಗಿ ಶೈಕ್ಷಣಿಕ ಸೇವೆ ಹಾಗೂ ವಿದ್ಯಾರ್ಥಿಗಳ ಉಜ್ವಲ ಭವಿಷ್ಯಕ್ಕಾಗಿ ಪ್ರಾಮಾಣಿಕ ಸೇವೆ ಮಾಡುತ್ತಿರುವುದು ಎಲ್ಲರಿಗೂ xyxy=(25,1667,306,1741)
